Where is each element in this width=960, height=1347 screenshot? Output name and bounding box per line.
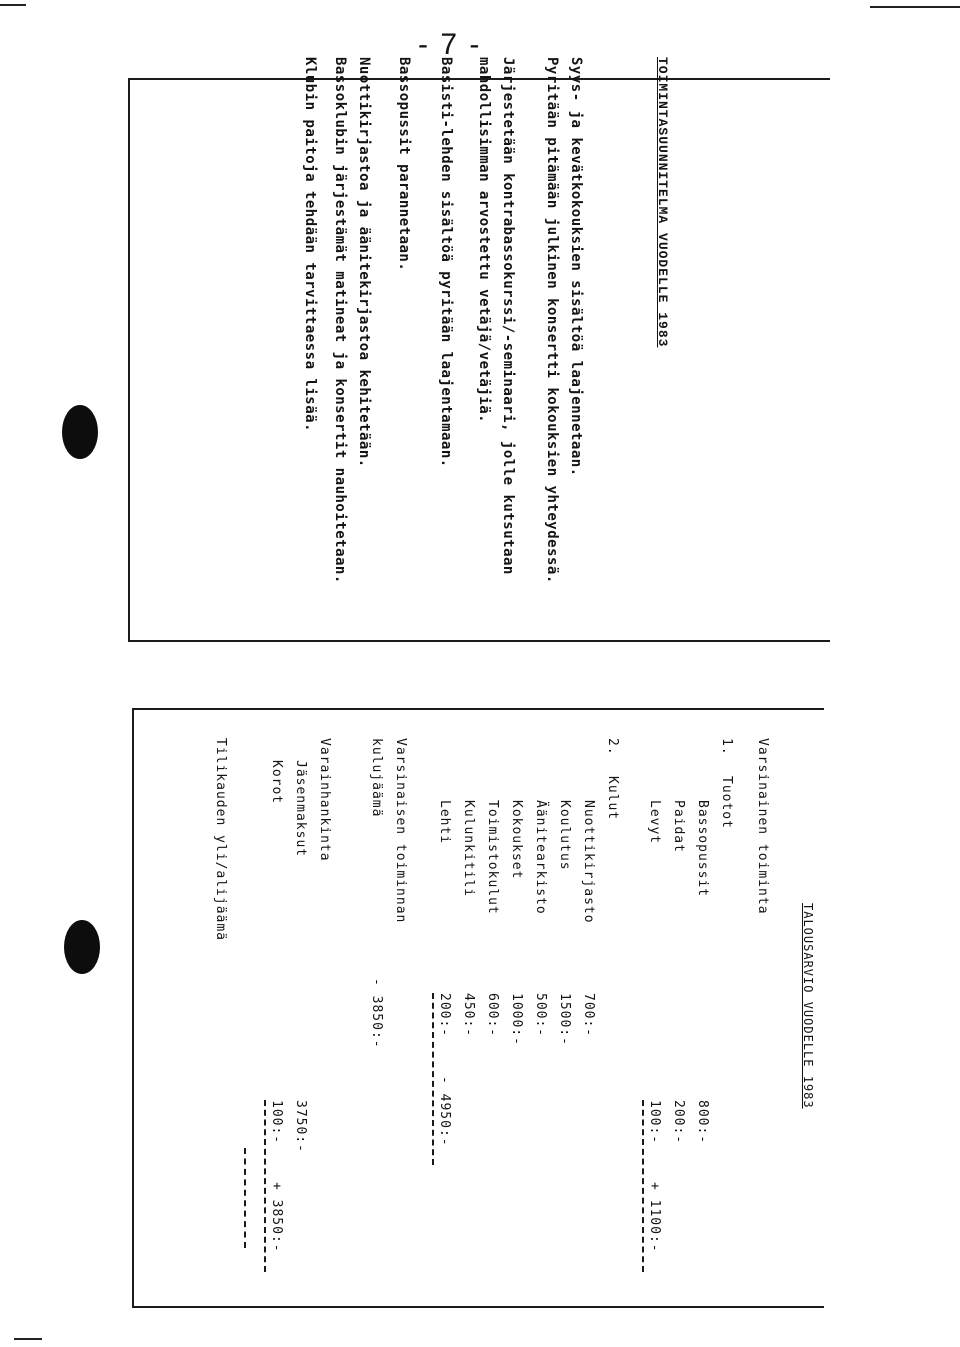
- scan-edge-bottom: [14, 1338, 42, 1340]
- funding-item-name: Korot: [269, 760, 284, 805]
- expense-item-name: Lehti: [437, 800, 452, 845]
- funding-total-rule: [264, 1100, 266, 1272]
- expenses-total-rule: [432, 993, 434, 1165]
- expense-item-name: Kulunkitili: [461, 800, 476, 898]
- plan-paragraph-5: Nuottikirjastoa ja äänitekirjastoa kehitetään. Bassoklubin järjestämät matineat ja konsertit nauhoitetaan.: [332, 57, 372, 584]
- expense-item-name: Nuottikirjasto: [581, 800, 596, 924]
- expense-item-amount: 450:-: [461, 993, 476, 1038]
- result-rule: [244, 1148, 246, 1248]
- scan-edge-top: [0, 4, 26, 6]
- action-plan-content: [30, 57, 670, 617]
- funding-item-name: Jäsenmaksut: [293, 760, 308, 858]
- scan-edge-top-right: [870, 6, 960, 8]
- plan-paragraph-4: Bassopussit parannetaan.: [396, 57, 412, 272]
- punch-hole-bottom: [64, 920, 100, 974]
- expense-item-name: Koulutus: [557, 800, 572, 871]
- expense-item-amount: 1000:-: [509, 993, 524, 1046]
- expenses-label: Kulut: [605, 776, 620, 821]
- page-number: - 7 -: [418, 28, 482, 61]
- expense-item-name: Toimistokulut: [485, 800, 500, 915]
- plan-paragraph-1: Syys- ja kevätkokouksien sisältöä laajennetaan. Pyritään pitämään julkinen konsertti kokouksien yhteydessä.: [544, 57, 584, 584]
- deficit-label-line1: Varsinaisen toiminnan: [393, 738, 408, 924]
- deficit-label-line2: kulujäämä: [369, 738, 384, 818]
- funding-label: Varainhankinta: [317, 738, 332, 862]
- plan-paragraph-6: Klubin paitoja tehdään tarvittaessa lisää.: [302, 57, 318, 433]
- funding-item-amount: 3750:-: [293, 1100, 308, 1153]
- action-plan-heading: TOIMINTASUUNNITELMA VUODELLE 1983: [655, 57, 670, 348]
- expense-item-amount: 500:-: [533, 993, 548, 1038]
- income-item-amount: 100:-: [647, 1100, 662, 1145]
- deficit-amount: - 3850:-: [369, 978, 384, 1049]
- income-item-amount: 800:-: [695, 1100, 710, 1145]
- expense-item-name: Kokoukset: [509, 800, 524, 880]
- plan-paragraph-3: Basisti-lehden sisältöä pyritään laajentamaan.: [438, 57, 454, 468]
- funding-item-amount: 100:-: [269, 1100, 284, 1145]
- result-label: Tilikauden yli/alijäämä: [213, 738, 228, 942]
- income-label: Tuotot: [719, 776, 734, 829]
- funding-total: + 3850:-: [269, 1182, 284, 1253]
- budget-title: TALOUSARVIO VUODELLE 1983: [801, 903, 815, 1109]
- expense-item-name: Äänitearkisto: [533, 800, 548, 915]
- income-item-name: Levyt: [647, 800, 662, 845]
- expense-item-amount: 200:-: [437, 993, 452, 1038]
- expenses-total: - 4950:-: [437, 1076, 452, 1147]
- budget-content: [200, 738, 820, 1298]
- expense-item-amount: 1500:-: [557, 993, 572, 1046]
- expense-item-amount: 700:-: [581, 993, 596, 1038]
- income-item-name: Bassopussit: [695, 800, 710, 898]
- expenses-number: 2.: [605, 738, 620, 756]
- income-item-name: Paidat: [671, 800, 686, 853]
- income-item-amount: 200:-: [671, 1100, 686, 1145]
- income-total-rule: [642, 1100, 644, 1272]
- income-number: 1.: [719, 738, 734, 756]
- income-total: + 1100:-: [647, 1182, 662, 1253]
- expense-item-amount: 600:-: [485, 993, 500, 1038]
- budget-section-title: Varsinainen toiminta: [755, 738, 770, 915]
- plan-paragraph-2: Järjestetään kontrabassokurssi/-seminaari, jolle kutsutaan mahdollisimman arvostettu vetäjä/vetäjiä.: [476, 57, 516, 575]
